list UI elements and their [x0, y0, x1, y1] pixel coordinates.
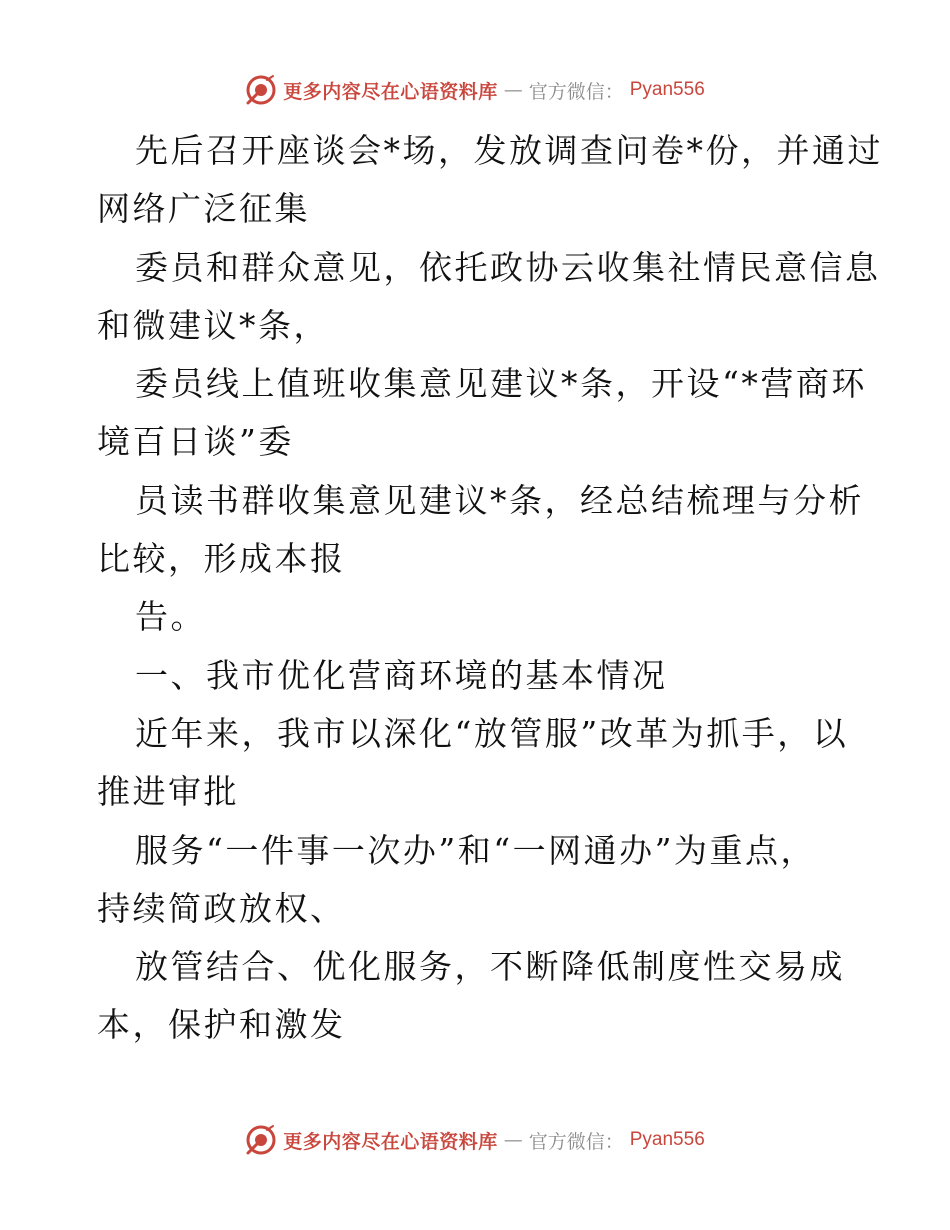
header-wechat-id: Pyan556	[629, 79, 705, 100]
footer-banner	[0, 1120, 950, 1160]
header-brand-text: 更多内容尽在心语资料库	[283, 80, 498, 103]
text-line: 近年来，我市以深化“放管服”改革为抓手，以	[135, 713, 849, 753]
text-line: 先后召开座谈会*场，发放调查问卷*份，并通过	[135, 131, 883, 170]
text-line: 推进审批	[97, 772, 239, 812]
footer-wechat-id: Pyan556	[629, 1129, 705, 1150]
text-line: 和微建议*条，	[97, 305, 329, 345]
text-line: 放管结合、优化服务，不断降低制度性交易成	[135, 947, 845, 987]
brand-logo-icon	[245, 1124, 277, 1156]
header-separator: —	[503, 79, 523, 101]
text-line: 比较，形成本报	[97, 539, 346, 579]
footer-wechat-label: 官方微信：	[528, 1130, 624, 1153]
text-line: 本，保护和激发	[97, 1005, 346, 1045]
footer-brand-text: 更多内容尽在心语资料库	[283, 1130, 498, 1153]
text-line: 委员线上值班收集意见建议*条，开设“*营商环	[135, 364, 867, 404]
text-line: 告。	[135, 597, 206, 637]
text-line: 委员和群众意见，依托政协云收集社情民意信息	[135, 247, 881, 287]
document-body	[97, 122, 883, 1055]
header-wechat-label: 官方微信：	[528, 80, 624, 103]
header-banner	[0, 70, 950, 110]
footer-separator: —	[503, 1129, 523, 1151]
brand-logo-icon	[245, 74, 277, 106]
text-line: 服务“一件事一次办”和“一网通办”为重点，	[135, 830, 816, 870]
text-line: 境百日谈”委	[97, 422, 294, 462]
text-line: 网络广泛征集	[97, 189, 310, 229]
section-heading: 一、我市优化营商环境的基本情况	[135, 655, 668, 695]
text-line: 员读书群收集意见建议*条，经总结梳理与分析	[135, 480, 864, 520]
text-line: 持续简政放权、	[97, 888, 346, 928]
